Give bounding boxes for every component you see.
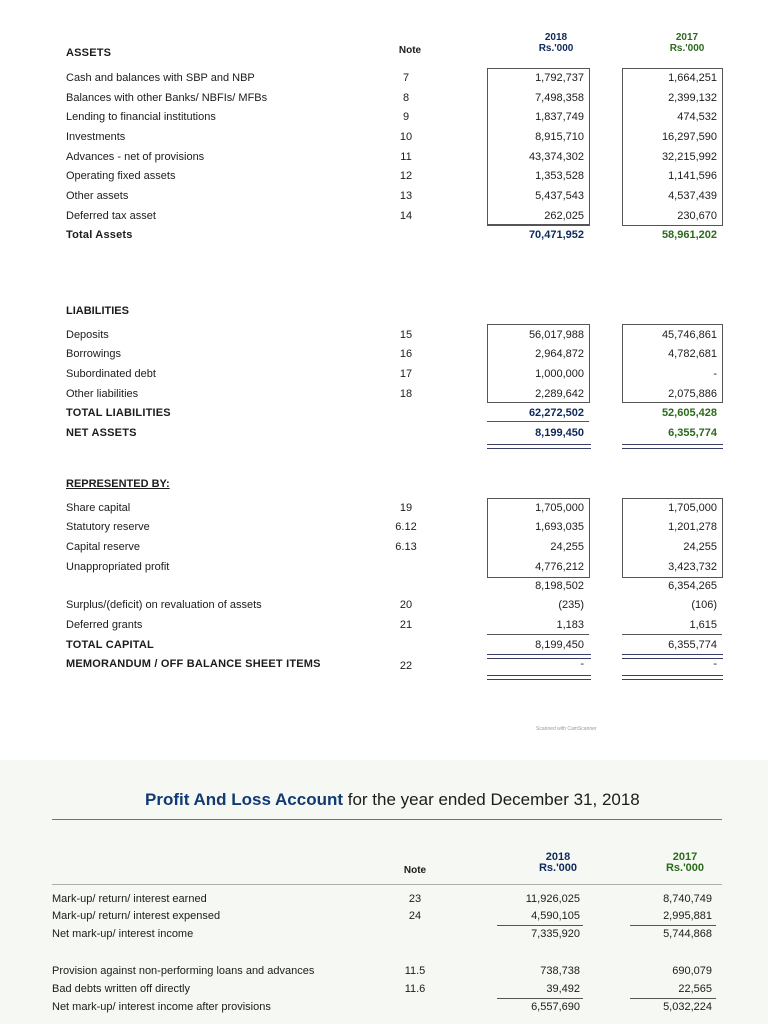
pl-value-2017: 5,032,224 (663, 1001, 712, 1013)
asset-value-2017: 32,215,992 (661, 151, 717, 163)
pl-value-2018: 7,335,920 (531, 928, 580, 940)
pl-header-2017 (645, 852, 725, 874)
header-2017 (647, 32, 727, 54)
profit-loss-title-rest: for the year ended December 31, 2018 (343, 790, 640, 809)
pl-value-2018: 738,738 (540, 965, 580, 977)
liabilities-heading: LIABILITIES (66, 305, 129, 317)
equity-label: Share capital (66, 502, 131, 514)
asset-value-2018: 1,837,749 (535, 111, 584, 123)
liability-value-2017: 2,075,886 (668, 388, 717, 400)
net-assets-2018: 8,199,450 (535, 427, 584, 439)
scanner-watermark: Scanned with CamScanner (536, 726, 597, 732)
total-liabilities-2018: 62,272,502 (528, 407, 584, 419)
pl-label: Mark-up/ return/ interest expensed (52, 910, 221, 922)
equity-note: 6.12 (395, 521, 417, 533)
asset-value-2018: 5,437,543 (535, 190, 584, 202)
deferred-grants-2018-rule (487, 634, 589, 635)
equity-value-2018: 4,776,212 (535, 561, 584, 573)
liability-label: Subordinated debt (66, 368, 156, 380)
equity-value-2018: 1,705,000 (535, 502, 584, 514)
asset-label: Deferred tax asset (66, 210, 156, 222)
liability-label: Borrowings (66, 348, 122, 360)
total-liabilities-label: TOTAL LIABILITIES (66, 407, 171, 419)
asset-note: 8 (402, 92, 410, 104)
header-2017-year: 2017 (675, 32, 699, 43)
surplus-2018: (235) (558, 599, 584, 611)
equity-note: 19 (399, 502, 413, 514)
asset-value-2018: 43,374,302 (528, 151, 584, 163)
total-capital-2018: 8,199,450 (535, 639, 584, 651)
header-2018-unit: Rs.'000 (538, 43, 574, 54)
asset-note: 10 (399, 131, 413, 143)
equity-value-2018: 1,693,035 (535, 521, 584, 533)
equity-note: 6.13 (395, 541, 417, 553)
memorandum-note: 22 (399, 660, 413, 672)
memorandum-2017-double-rule (622, 675, 723, 680)
asset-value-2017: 474,532 (677, 111, 717, 123)
assets-heading: ASSETS (66, 47, 112, 59)
liability-value-2018: 2,964,872 (535, 348, 584, 360)
asset-note: 14 (399, 210, 413, 222)
pl-note-header: Note (403, 865, 427, 876)
memorandum-2017: - (713, 658, 717, 670)
pl-value-2017: 5,744,868 (663, 928, 712, 940)
total-assets-2017: 58,961,202 (661, 229, 717, 241)
memorandum-label: MEMORANDUM / OFF BALANCE SHEET ITEMS (66, 658, 321, 670)
profit-loss-title (145, 790, 640, 810)
asset-value-2017: 230,670 (677, 210, 717, 222)
header-2017-unit: Rs.'000 (669, 43, 705, 54)
pl-note: 24 (408, 910, 422, 922)
asset-label: Operating fixed assets (66, 170, 176, 182)
pl-header-rule (52, 884, 722, 885)
profit-loss-title-bold: Profit And Loss Account (145, 790, 344, 809)
equity-value-2017: 1,201,278 (668, 521, 717, 533)
pl-subtotal-rule-2017 (630, 925, 716, 926)
pl-value-2018: 39,492 (546, 983, 580, 995)
total-liabilities-rule (487, 421, 589, 422)
asset-note: 9 (402, 111, 410, 123)
liability-value-2017: 4,782,681 (668, 348, 717, 360)
liability-value-2018: 2,289,642 (535, 388, 584, 400)
asset-note: 7 (402, 72, 410, 84)
deferred-grants-note: 21 (399, 619, 413, 631)
pl-value-2017: 22,565 (678, 983, 712, 995)
pl-value-2018: 4,590,105 (531, 910, 580, 922)
equity-value-2018: 24,255 (550, 541, 584, 553)
memorandum-2018: - (580, 658, 584, 670)
deferred-grants-label: Deferred grants (66, 619, 143, 631)
deferred-grants-2018: 1,183 (556, 619, 584, 631)
net-assets-2017: 6,355,774 (668, 427, 717, 439)
pl-value-2018: 6,557,690 (531, 1001, 580, 1013)
equity-subtotal-2018: 8,198,502 (535, 580, 584, 592)
surplus-2017: (106) (691, 599, 717, 611)
total-liabilities-2017: 52,605,428 (661, 407, 717, 419)
deferred-grants-2017: 1,615 (689, 619, 717, 631)
total-capital-label: TOTAL CAPITAL (66, 639, 154, 651)
liability-value-2018: 1,000,000 (535, 368, 584, 380)
liability-value-2017: - (713, 368, 717, 380)
net-assets-2017-double-rule (622, 444, 723, 449)
asset-label: Lending to financial institutions (66, 111, 216, 123)
pl-label: Net mark-up/ interest income (52, 928, 194, 940)
pl-header-2017-year: 2017 (672, 851, 698, 863)
liability-note: 15 (399, 329, 413, 341)
liability-note: 17 (399, 368, 413, 380)
asset-label: Advances - net of provisions (66, 151, 205, 163)
pl-label: Net mark-up/ interest income after provisions (52, 1001, 271, 1013)
pl-subtotal-rule-2018 (497, 925, 583, 926)
pl-label: Mark-up/ return/ interest earned (52, 893, 207, 905)
equity-value-2017: 24,255 (683, 541, 717, 553)
asset-label: Balances with other Banks/ NBFIs/ MFBs (66, 92, 268, 104)
asset-note: 13 (399, 190, 413, 202)
pl-provision-rule-2018 (497, 998, 583, 999)
pl-value-2017: 8,740,749 (663, 893, 712, 905)
pl-note: 11.6 (404, 983, 426, 995)
assets-2018-rule (487, 224, 589, 225)
pl-label: Provision against non-performing loans and advances (52, 965, 315, 977)
asset-value-2017: 16,297,590 (661, 131, 717, 143)
total-assets-label: Total Assets (66, 229, 133, 241)
liability-label: Deposits (66, 329, 109, 341)
pl-header-2018-unit: Rs.'000 (538, 862, 578, 874)
pl-header-2017-unit: Rs.'000 (665, 862, 705, 874)
profit-loss-title-rule (52, 819, 722, 820)
net-assets-label: NET ASSETS (66, 427, 137, 439)
asset-value-2018: 1,792,737 (535, 72, 584, 84)
liability-note: 18 (399, 388, 413, 400)
asset-note: 11 (400, 151, 412, 163)
asset-value-2018: 1,353,528 (535, 170, 584, 182)
liability-label: Other liabilities (66, 388, 139, 400)
asset-value-2018: 262,025 (544, 210, 584, 222)
equity-value-2017: 3,423,732 (668, 561, 717, 573)
note-header: Note (398, 45, 422, 56)
equity-label: Unappropriated profit (66, 561, 170, 573)
asset-label: Cash and balances with SBP and NBP (66, 72, 255, 84)
asset-label: Other assets (66, 190, 129, 202)
pl-provision-rule-2017 (630, 998, 716, 999)
liability-note: 16 (399, 348, 413, 360)
asset-value-2017: 1,141,596 (668, 170, 717, 182)
pl-note: 11.5 (404, 965, 426, 977)
net-assets-2018-double-rule (487, 444, 591, 449)
pl-value-2017: 2,995,881 (663, 910, 712, 922)
pl-note: 23 (408, 893, 422, 905)
equity-subtotal-2017: 6,354,265 (668, 580, 717, 592)
asset-label: Investments (66, 131, 126, 143)
asset-value-2017: 4,537,439 (668, 190, 717, 202)
equity-value-2017: 1,705,000 (668, 502, 717, 514)
total-assets-2018: 70,471,952 (528, 229, 584, 241)
pl-label: Bad debts written off directly (52, 983, 190, 995)
header-2018-year: 2018 (544, 32, 568, 43)
liability-value-2018: 56,017,988 (528, 329, 584, 341)
pl-header-2018 (518, 852, 598, 874)
pl-value-2017: 690,079 (672, 965, 712, 977)
surplus-note: 20 (399, 599, 413, 611)
pl-value-2018: 11,926,025 (525, 893, 580, 905)
equity-label: Capital reserve (66, 541, 140, 553)
asset-value-2017: 2,399,132 (668, 92, 717, 104)
asset-value-2018: 8,915,710 (535, 131, 584, 143)
header-2018 (516, 32, 596, 54)
asset-note: 12 (399, 170, 413, 182)
represented-by-heading: REPRESENTED BY: (66, 478, 170, 490)
equity-label: Statutory reserve (66, 521, 150, 533)
memorandum-2018-double-rule (487, 675, 591, 680)
asset-value-2017: 1,664,251 (668, 72, 717, 84)
total-capital-2017: 6,355,774 (668, 639, 717, 651)
pl-header-2018-year: 2018 (545, 851, 571, 863)
deferred-grants-2017-rule (622, 634, 722, 635)
liability-value-2017: 45,746,861 (661, 329, 717, 341)
asset-value-2018: 7,498,358 (535, 92, 584, 104)
surplus-label: Surplus/(deficit) on revaluation of assets (66, 599, 262, 611)
